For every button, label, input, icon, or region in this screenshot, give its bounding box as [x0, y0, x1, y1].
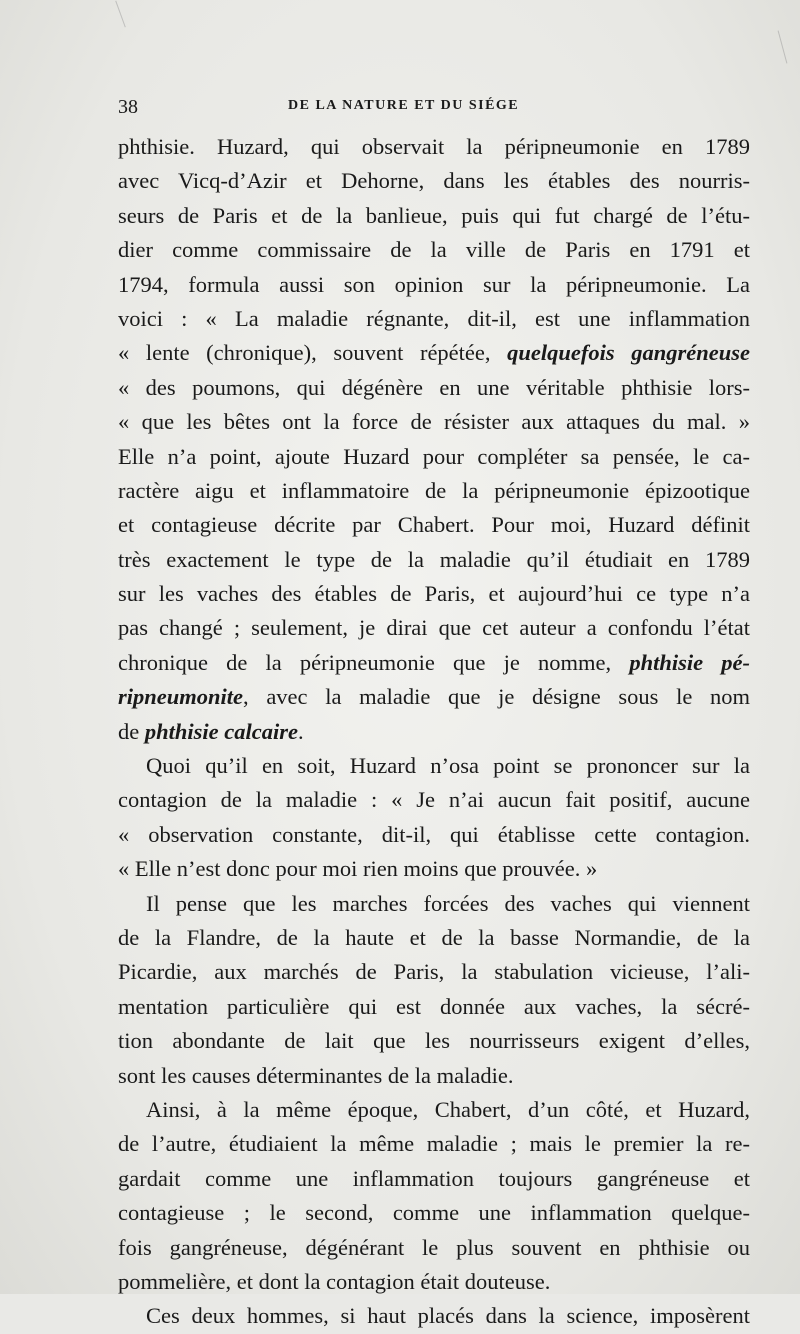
- text-segment: « Elle n’est donc pour moi rien moins que prouvée. »: [118, 856, 598, 882]
- text-segment: Il pense que les marches forcées des vaches qui viennent: [146, 890, 750, 916]
- scratch-mark: [778, 30, 788, 63]
- text-segment: très exactement le type de la maladie qu’il étudiait en 1789: [118, 546, 750, 572]
- text-segment: mentation particulière qui est donnée aux vaches, la sécré-: [118, 993, 750, 1019]
- text-segment: « observation constante, dit-il, qui établisse cette contagion.: [118, 821, 750, 847]
- text-line: [118, 715, 750, 749]
- text-line: [118, 577, 750, 611]
- text-segment: ractère aigu et inflammatoire de la péripneumonie épizootique: [118, 477, 750, 503]
- text-segment: gardait comme une inflammation toujours gangréneuse et: [118, 1165, 750, 1191]
- text-segment: Ainsi, à la même époque, Chabert, d’un côté, et Huzard,: [146, 1096, 750, 1122]
- text-line: [118, 1093, 750, 1127]
- text-segment: contagieuse ; le second, comme une inflammation quelque-: [118, 1200, 750, 1226]
- text-segment: pas changé ; seulement, je dirai que cet auteur a confondu l’état: [118, 615, 750, 641]
- text-segment: sur les vaches des étables de Paris, et aujourd’hui ce type n’a: [118, 581, 750, 607]
- text-line: [118, 1299, 750, 1333]
- text-segment: Elle n’a point, ajoute Huzard pour compléter sa pensée, le ca-: [118, 443, 750, 469]
- text-segment: tion abondante de lait que les nourrisseurs exigent d’elles,: [118, 1028, 750, 1054]
- text-line: [118, 1265, 750, 1299]
- text-line: [118, 543, 750, 577]
- text-segment: .: [298, 718, 304, 744]
- text-line: [118, 336, 750, 370]
- text-line: [118, 1059, 750, 1093]
- text-line: [118, 130, 750, 164]
- text-segment: fois gangréneuse, dégénérant le plus souvent en phthisie ou: [118, 1234, 750, 1260]
- text-segment: pommelière, et dont la contagion était douteuse.: [118, 1268, 551, 1294]
- text-line: [118, 818, 750, 852]
- text-segment: de la Flandre, de la haute et de la basse Normandie, de la: [118, 924, 750, 950]
- text-segment: Quoi qu’il en soit, Huzard n’osa point se prononcer sur la: [146, 753, 750, 779]
- text-segment: « des poumons, qui dégénère en une véritable phthisie lors-: [118, 374, 750, 400]
- text-line: [118, 749, 750, 783]
- text-segment: dier comme commissaire de la ville de Paris en 1791 et: [118, 237, 750, 263]
- text-line: [118, 474, 750, 508]
- scratch-mark: [115, 1, 126, 28]
- text-line: [118, 921, 750, 955]
- text-segment: contagion de la maladie : « Je n’ai aucun fait positif, aucune: [118, 787, 750, 813]
- text-line: [118, 508, 750, 542]
- italic-term: phthisie calcaire: [144, 718, 298, 744]
- text-line: [118, 955, 750, 989]
- text-segment: 1794, formula aussi son opinion sur la péripneumonie. La: [118, 271, 750, 297]
- text-segment: voici : « La maladie régnante, dit-il, est une inflammation: [118, 305, 750, 331]
- text-segment: sont les causes déterminantes de la maladie.: [118, 1062, 514, 1088]
- italic-term: phthisie pé-: [629, 649, 750, 675]
- text-line: [118, 611, 750, 645]
- text-line: [118, 268, 750, 302]
- text-line: [118, 302, 750, 336]
- text-line: [118, 1127, 750, 1161]
- body-text: [118, 130, 750, 1334]
- text-line: [118, 233, 750, 267]
- text-line: [118, 440, 750, 474]
- page-number: 38: [118, 96, 138, 118]
- text-segment: chronique de la péripneumonie que je nomme,: [118, 649, 630, 675]
- text-segment: Ces deux hommes, si haut placés dans la science, imposèrent: [146, 1303, 750, 1329]
- running-head: DE LA NATURE ET DU SIÉGE: [288, 98, 520, 113]
- text-line: [118, 164, 750, 198]
- page-header: [118, 96, 748, 120]
- text-line: [118, 887, 750, 921]
- italic-term: ripneumonite: [118, 684, 244, 710]
- text-line: [118, 1196, 750, 1230]
- text-segment: seurs de Paris et de la banlieue, puis qui fut chargé de l’étu-: [118, 202, 750, 228]
- text-segment: , avec la maladie que je désigne sous le nom: [243, 684, 750, 710]
- text-segment: avec Vicq-d’Azir et Dehorne, dans les étables des nourris-: [118, 168, 750, 194]
- text-segment: « que les bêtes ont la force de résister aux attaques du mal. »: [118, 409, 750, 435]
- text-line: [118, 1231, 750, 1265]
- text-line: [118, 680, 750, 714]
- text-line: [118, 371, 750, 405]
- text-line: [118, 1024, 750, 1058]
- text-segment: « lente (chronique), souvent répétée,: [118, 340, 508, 366]
- text-line: [118, 199, 750, 233]
- text-segment: Picardie, aux marchés de Paris, la stabulation vicieuse, l’ali-: [118, 959, 750, 985]
- text-line: [118, 852, 750, 886]
- text-segment: phthisie. Huzard, qui observait la péripneumonie en 1789: [118, 134, 750, 159]
- text-segment: de: [118, 718, 145, 744]
- text-line: [118, 405, 750, 439]
- text-line: [118, 783, 750, 817]
- text-line: [118, 646, 750, 680]
- text-line: [118, 1162, 750, 1196]
- text-segment: de l’autre, étudiaient la même maladie ; mais le premier la re-: [118, 1131, 750, 1157]
- italic-term: quelquefois gangréneuse: [507, 340, 750, 366]
- text-segment: et contagieuse décrite par Chabert. Pour moi, Huzard définit: [118, 512, 750, 538]
- text-line: [118, 990, 750, 1024]
